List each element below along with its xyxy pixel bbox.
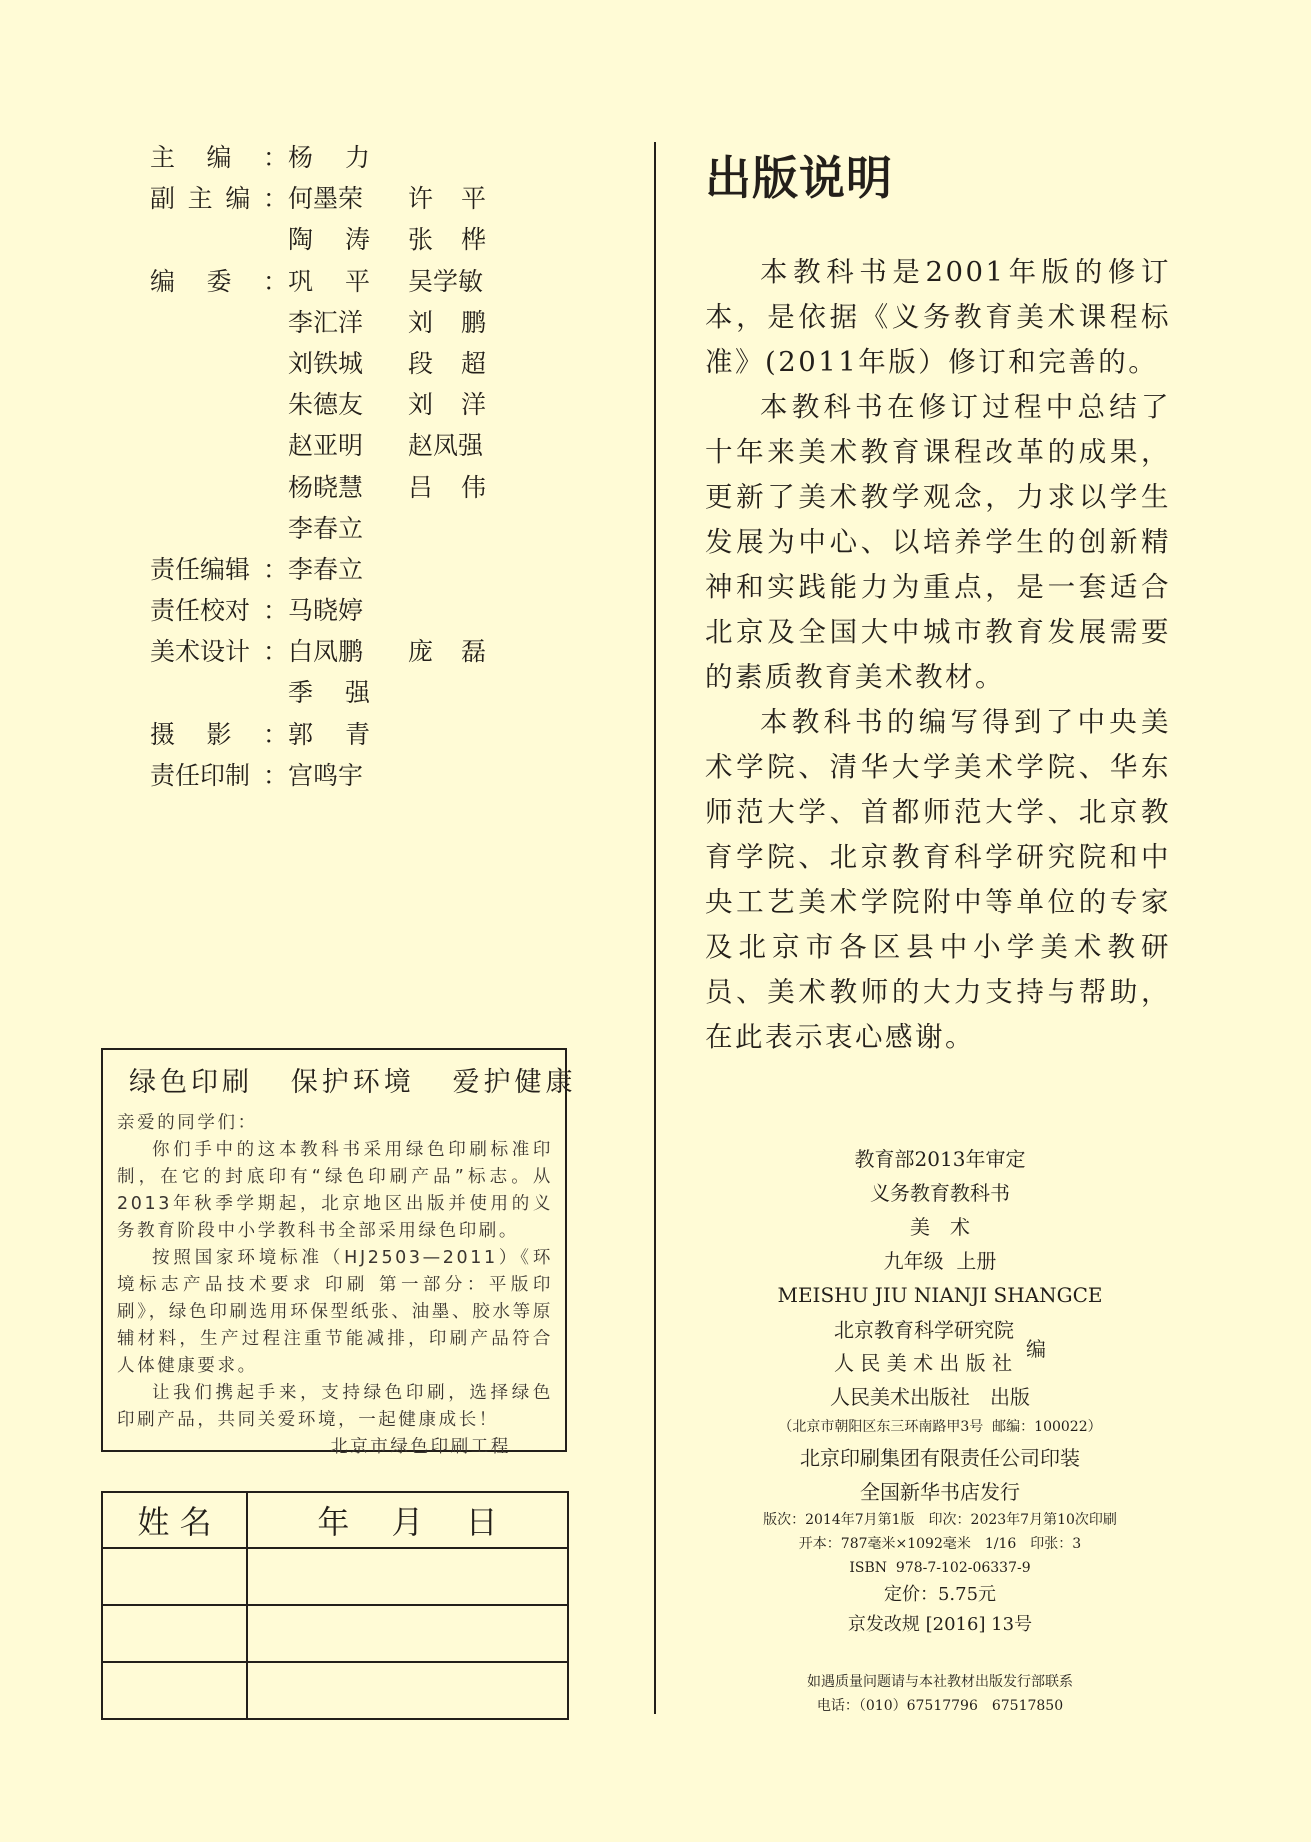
date-header: 年 月 日 [247, 1492, 568, 1548]
green-printing-box [101, 1048, 577, 1457]
credit-name: 李汇洋 [288, 307, 364, 337]
credit-name: 杨 力 [288, 143, 370, 172]
credit-role: 主 编 ： [150, 143, 288, 172]
name-cell[interactable] [102, 1662, 247, 1719]
credit-row [150, 714, 486, 755]
credit-name: 段 超 [408, 348, 486, 378]
publication-notice-body [705, 250, 1171, 1060]
name-cell[interactable] [102, 1548, 247, 1605]
credit-row [150, 425, 486, 466]
table-row [102, 1605, 568, 1662]
name-cell[interactable] [102, 1605, 247, 1662]
credit-row [150, 261, 486, 302]
notice-paragraph: 本教科书在修订过程中总结了十年来美术教育课程改革的成果，更新了美术教学观念，力求以学生发展为中心、以培养学生的创新精神和实践能力为重点，是一套适合北京及全国大中城市教育发展需要的素质教育美术教材。 [705, 391, 1171, 693]
credit-row [150, 302, 486, 343]
green-paragraph: 按照国家环境标准（HJ2503—2011）《环境标志产品技术要求 印刷 第一部分：平版印刷》，绿色印刷选用环保型纸张、油墨、胶水等原辅材料，生产过程注重节能减排，印刷产品符合人体健康要求。 [117, 1248, 553, 1376]
printer-line: 北京印刷集团有限责任公司印装 [800, 1446, 1080, 1470]
credit-row [150, 467, 486, 508]
green-paragraph: 你们手中的这本教科书采用绿色印刷标准印制，在它的封底印有“绿色印刷产品”标志。从2013年秋季学期起，北京地区出版并使用的义务教育阶段中小学教科书全部采用绿色印刷。 [117, 1140, 553, 1241]
green-paragraph: 让我们携起手来，支持绿色印刷，选择绿色印刷产品，共同关爱环境，一起健康成长！ [117, 1383, 553, 1430]
editor-org: 北京教育科学研究院 [834, 1318, 1014, 1342]
date-cell[interactable] [247, 1548, 568, 1605]
distributor-line: 全国新华书店发行 [860, 1480, 1020, 1504]
publication-notice-title: 出版说明 [705, 151, 893, 205]
table-header-row [102, 1492, 568, 1548]
name-date-table [101, 1491, 569, 1720]
credit-row [150, 384, 486, 425]
credit-role: 责任印制 ： [150, 760, 288, 790]
publisher-line: 人民美术出版社 出版 [830, 1385, 1030, 1409]
credit-role [150, 672, 288, 713]
contact-note: 如遇质量问题请与本社教材出版发行部联系 [807, 1674, 1073, 1690]
credit-role [150, 508, 288, 549]
editors-block [690, 1314, 1190, 1380]
phone-line: 电话：（010）67517796 67517850 [816, 1698, 1064, 1714]
date-cell[interactable] [247, 1662, 568, 1719]
credit-name: 郭 青 [288, 719, 370, 749]
credit-row [150, 178, 486, 219]
notice-paragraph: 本教科书是2001年版的修订本，是依据《义务教育美术课程标准》(2011年版）修订和完善的。 [705, 256, 1171, 378]
grade-line: 九年级 上册 [883, 1249, 997, 1273]
credit-name: 季 强 [288, 678, 370, 708]
credit-row [150, 137, 486, 178]
credit-row [150, 219, 486, 260]
credit-name: 巩 平 [288, 266, 370, 296]
credit-row [150, 343, 486, 384]
credit-row [150, 631, 486, 672]
credit-name: 吕 伟 [408, 472, 486, 502]
credit-name: 李春立 [288, 513, 364, 543]
credit-name: 陶 涛 [288, 225, 370, 255]
green-printing-title: 绿色印刷 保护环境 爱护健康 [129, 1067, 577, 1098]
edit-label: 编 [1026, 1336, 1046, 1361]
credit-role: 编 委 ： [150, 266, 288, 296]
name-header: 姓 名 [102, 1492, 247, 1548]
credit-name: 白凤鹏 [288, 637, 364, 667]
edition-line: 版次：2014年7月第1版 印次：2023年7月第10次印刷 [763, 1512, 1117, 1528]
credit-name: 李春立 [288, 554, 364, 584]
isbn-line: ISBN 978-7-102-06337-9 [849, 1560, 1031, 1576]
credit-name: 张 桦 [408, 225, 486, 255]
table-row [102, 1548, 568, 1605]
credit-name: 马晓婷 [288, 596, 364, 626]
credit-name: 刘 鹏 [408, 307, 486, 337]
credit-role: 责任校对 ： [150, 596, 288, 626]
credit-row [150, 755, 486, 796]
credit-role [150, 302, 288, 343]
credits-list [150, 137, 486, 796]
credit-name: 赵亚明 [288, 431, 364, 461]
credit-role: 责任编辑 ： [150, 554, 288, 584]
credit-row [150, 508, 486, 549]
credit-row [150, 672, 486, 713]
credit-name: 朱德友 [288, 390, 364, 420]
credit-name: 赵凤强 [408, 431, 484, 461]
credit-name: 杨晓慧 [288, 472, 364, 502]
price-line: 定价：5.75元 [883, 1584, 997, 1605]
credit-role [150, 343, 288, 384]
credit-row [150, 590, 486, 631]
column-divider [654, 142, 656, 1714]
regulation-line: 京发改规 [2016] 13号 [847, 1614, 1033, 1635]
format-line: 开本：787毫米×1092毫米 1/16 印张：3 [798, 1536, 1082, 1552]
credit-name: 吴学敏 [408, 266, 484, 296]
credit-role [150, 384, 288, 425]
notice-paragraph: 本教科书的编写得到了中央美术学院、清华大学美术学院、华东师范大学、首都师范大学、北京教育学院、北京教育科学研究院和中央工艺美术学院附中等单位的专家及北京市各区县中小学美术教研员、美术教师的大力支持与帮助，在此表示衷心感谢。 [705, 706, 1171, 1053]
credit-role: 副 主 编 ： [150, 184, 288, 214]
credit-role: 美术设计 ： [150, 637, 288, 667]
credit-name: 许 平 [408, 184, 486, 214]
subject-line: 美 术 [910, 1215, 970, 1239]
approval-line: 教育部2013年审定 [854, 1147, 1026, 1171]
green-signature: 北京市绿色印刷工程 [330, 1437, 511, 1457]
credit-role: 摄 影 ： [150, 719, 288, 749]
address-line: （北京市朝阳区东三环南路甲3号 邮编：100022） [778, 1419, 1102, 1435]
credit-role [150, 219, 288, 260]
green-printing-text [117, 1110, 553, 1461]
credit-name: 刘 洋 [408, 390, 486, 420]
editor-org: 人 民 美 术 出 版 社 [834, 1351, 1013, 1375]
colophon [690, 1142, 1190, 1718]
table-row [102, 1662, 568, 1719]
credit-role [150, 467, 288, 508]
date-cell[interactable] [247, 1605, 568, 1662]
credit-row [150, 549, 486, 590]
series-line: 义务教育教科书 [870, 1181, 1010, 1205]
credit-name: 庞 磊 [408, 637, 486, 667]
credit-name: 宫鸣宇 [288, 760, 364, 790]
pinyin-title: MEISHU JIU NIANJI SHANGCE [777, 1283, 1103, 1307]
credit-role [150, 425, 288, 466]
green-greeting: 亲爱的同学们： [117, 1113, 258, 1133]
credit-name: 何墨荣 [288, 184, 364, 214]
credit-name: 刘铁城 [288, 348, 364, 378]
